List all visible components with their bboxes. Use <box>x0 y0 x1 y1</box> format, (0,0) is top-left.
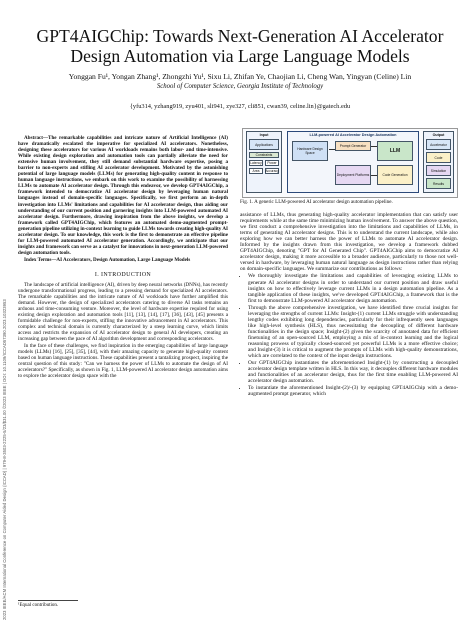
contribution-item: • Our GPT4AIGChip instantiates the aforementioned Insight-(1) by constructing a decoupled accelerator design template written in HLS. In this way, it decouples different hardware modules and functionalities of an accelerator design, thus for the first time enabling LLM-powered AI accelerator design automation. <box>248 360 458 384</box>
llm-box: LLM <box>377 141 413 161</box>
title-line-2: Design Automation via Large Language Models <box>70 46 410 66</box>
output-simulation-box: Simulation <box>426 165 451 176</box>
sidebar-citation <box>2 180 12 620</box>
paper-title <box>20 26 460 66</box>
output-code-box: Code <box>426 152 451 163</box>
accuracy-box: Accuracy <box>265 169 279 173</box>
contribution-item: • Through the above comprehensive investigation, we have identified three crucial insights for leveraging the strengths of current LLMs: Insight-(1) current LLMs struggle with understanding lengthy codes exhibiting long dependencies, particularly for their infrequently seen languages like high-level synthesis (HLS), thus necessitating the decoupling of different hardware functionalities in the design space; Insight-(2) given the scarcity of annotated data for efficient finetuning of an open-sourced LLM, employing a mix of in-context learning and the logical reasoning prowess of typically closed-sourced yet powerful LLMs is a more effective choice; and Insight-(3) it is critical to augment the prompts of LLMs with high-quality demonstrations, which are correlated to the context of the input design instructions. <box>248 305 458 359</box>
left-column <box>18 135 228 379</box>
code-generation-box: Code Generation <box>377 165 413 185</box>
intro-paragraph-1: The landscape of artificial intelligence (AI), driven by deep neural networks (DNNs), has recently undergone transformational progress, leading to a pressing demand for specialized AI accelerators. The remarkable capabilities and the intricate nature of AI workloads have further amplified this demand. However, the design of specialized accelerators catering to diverse AI tasks remains an arduous and time-consuming venture. Moreover, the level of hardware expertise required for using existing design exploration and automation tools [11], [13], [14], [17], [36], [43], [45] presents a formidable challenge for non-experts, stifling the innovative advancement in AI accelerators. This complex and technical domain is currently characterized by a steep learning curve, which limits access and restricts the expansion of AI accelerator design to general AI developers, creating an increasing gap between the pace of AI algorithm development and corresponding accelerators. <box>18 282 228 343</box>
arrow-2 <box>371 146 377 147</box>
contribution-item: • We thoroughly investigate the limitations and capabilities of leveraging existing LLMs to generate AI accelerator designs in order to understand our current position and draw useful insights on how to effectively leverage current LLMs in a design automation pipeline. As a tangible application of these insights, we've developed GPT4AIGChip, a framework that is the first to demonstrate LLM-powered AI accelerator design automation. <box>248 273 458 303</box>
input-label: Input <box>259 133 269 137</box>
right-paragraph-1: assistance of LLMs, thus generating high-quality accelerator implementation that can satisfy user requirements while at the same time minimizing human involvement. To answer the above question, we first conduct a comprehensive investigation into the limitations and capabilities of LLMs, in terms of generating AI accelerator designs. This is to understand the current landscape, while also exploring how we can better harness the power of LLMs to automate AI accelerator design. Informed by the insights drawn from this investigation, we develop a framework dubbed GPT4AIGChip, denoting "GPT for AI Generated Chip". GPT4AIGChip aims to democratize AI accelerator design, making it more accessible to a broader audience, particularly to those not well-versed in hardware, by leveraging human natural language as design instructions rather than relying on domain-specific languages. We summarize our contributions as follows: <box>240 212 458 273</box>
power-box: Power <box>265 160 279 166</box>
author-emails: {yfu314, yzhang919, zyu401, sli941, zye327, cli851, cwan39, celine.lin}@gatech.edu <box>129 103 351 110</box>
constraints-box: Constraints <box>249 152 279 158</box>
applications-box: Applications <box>249 139 279 150</box>
contribution-item: • To instantiate the aforementioned Insight-(2)/-(3) by equipping GPT4AIGChip with a demo-augmented prompt generator, which <box>248 385 458 397</box>
intro-paragraph-2: In the face of these challenges, we find inspiration in the emerging capabilities of large language models (LLMs) [16], [25], [35], [44], with their amazing capacity to generate high-quality content based on human language instructions. These capabilities present a tantalizing prospect, inspiring the central question of this study: "Can we harness the power of LLMs to automate the design of AI accelerators?" Specifically, as shown in Fig. 1, LLM-powered AI accelerator design automation aims to explore the accelerator design space with the <box>18 342 228 379</box>
affiliation: School of Computer Science, Georgia Institute of Technology <box>156 83 324 90</box>
area-box: Area <box>249 168 263 174</box>
footnote: ¹Equal contribution. <box>18 603 59 608</box>
figure-1-pipeline <box>242 128 458 198</box>
output-accelerator-box: Accelerator <box>426 139 451 150</box>
arrow-3 <box>371 175 377 176</box>
contribution-list <box>240 273 458 397</box>
latency-box: Latency <box>250 161 262 165</box>
llm-frame-title: LLM-powered AI Accelerator Design Automation <box>309 133 397 137</box>
prompt-generator-box: Prompt Generator <box>335 141 371 151</box>
figure-1-caption: Fig. 1. A generic LLM-powered AI accelerator design automation pipeline. <box>240 199 393 205</box>
abstract: Abstract—The remarkable capabilities and intricate nature of Artificial Intelligence (AI) have dramatically escalated the imperative for specialized AI accelerators. Nonetheless, designing these accelerators for various AI workloads remains both labor- and time-intensive. While existing design exploration and automation tools can partially alleviate the need for extensive human involvement, they still demand substantial hardware expertise, posing a barrier to non-experts and stifling AI accelerator development. Motivated by the astonishing potential of large language models (LLMs) for generating high-quality content in response to human language instructions, we embark on this work to examine the possibility of harnessing LLMs to automate AI accelerator design. Through this endeavor, we develop GPT4AIGChip, a framework intended to democratize AI accelerator design by leveraging human natural languages instead of domain-specific languages. Specifically, we first perform an in-depth investigation into LLMs' limitations and capabilities for AI accelerator design, thus aiding our understanding of our current position and garnering insights into LLM-powered automated AI accelerator design. Furthermore, drawing inspiration from the above insights, we develop a framework called GPT4AIGChip, which features an automated demo-augmented prompt-generation pipeline utilizing in-context learning to guide LLMs towards creating high-quality AI accelerator design. To our knowledge, this work is the first to demonstrate an effective pipeline for LLM-powered automated AI accelerator generation. Accordingly, we anticipate that our insights and framework can serve as a catalyst for innovations in next-generation LLM-powered design automation tools. <box>18 135 228 256</box>
section-heading-introduction: I. INTRODUCTION <box>94 271 152 278</box>
deployment-box: Deployment Platforms <box>335 165 371 185</box>
right-column <box>240 212 458 398</box>
arrow-1 <box>329 149 335 150</box>
title-line-1: GPT4AIGChip: Towards Next-Generation AI Accelerator <box>36 26 444 46</box>
author-list: Yonggan Fu¹, Yongan Zhang¹, Zhongzhi Yu¹, Sixu Li, Zhifan Ye, Chaojian Li, Cheng Wan, Yingyan (Celine) Lin <box>68 72 412 81</box>
design-space-box: Hardware Design Space <box>292 141 328 161</box>
output-results-box: Results <box>426 178 451 189</box>
output-label: Output <box>432 133 445 137</box>
sidebar-citation-text: 2023 IEEE/ACM International Conference on Computer Aided Design (ICCAD) | 979-8-3503-2225-5/23/$31.00 ©2023 IEEE | DOI: 10.1109/ICCAD57390.2023.10323953 <box>2 299 7 620</box>
footnote-rule <box>18 600 78 601</box>
index-terms: Index Terms—AI Accelerators, Design Automation, Large Language Models <box>24 256 191 263</box>
